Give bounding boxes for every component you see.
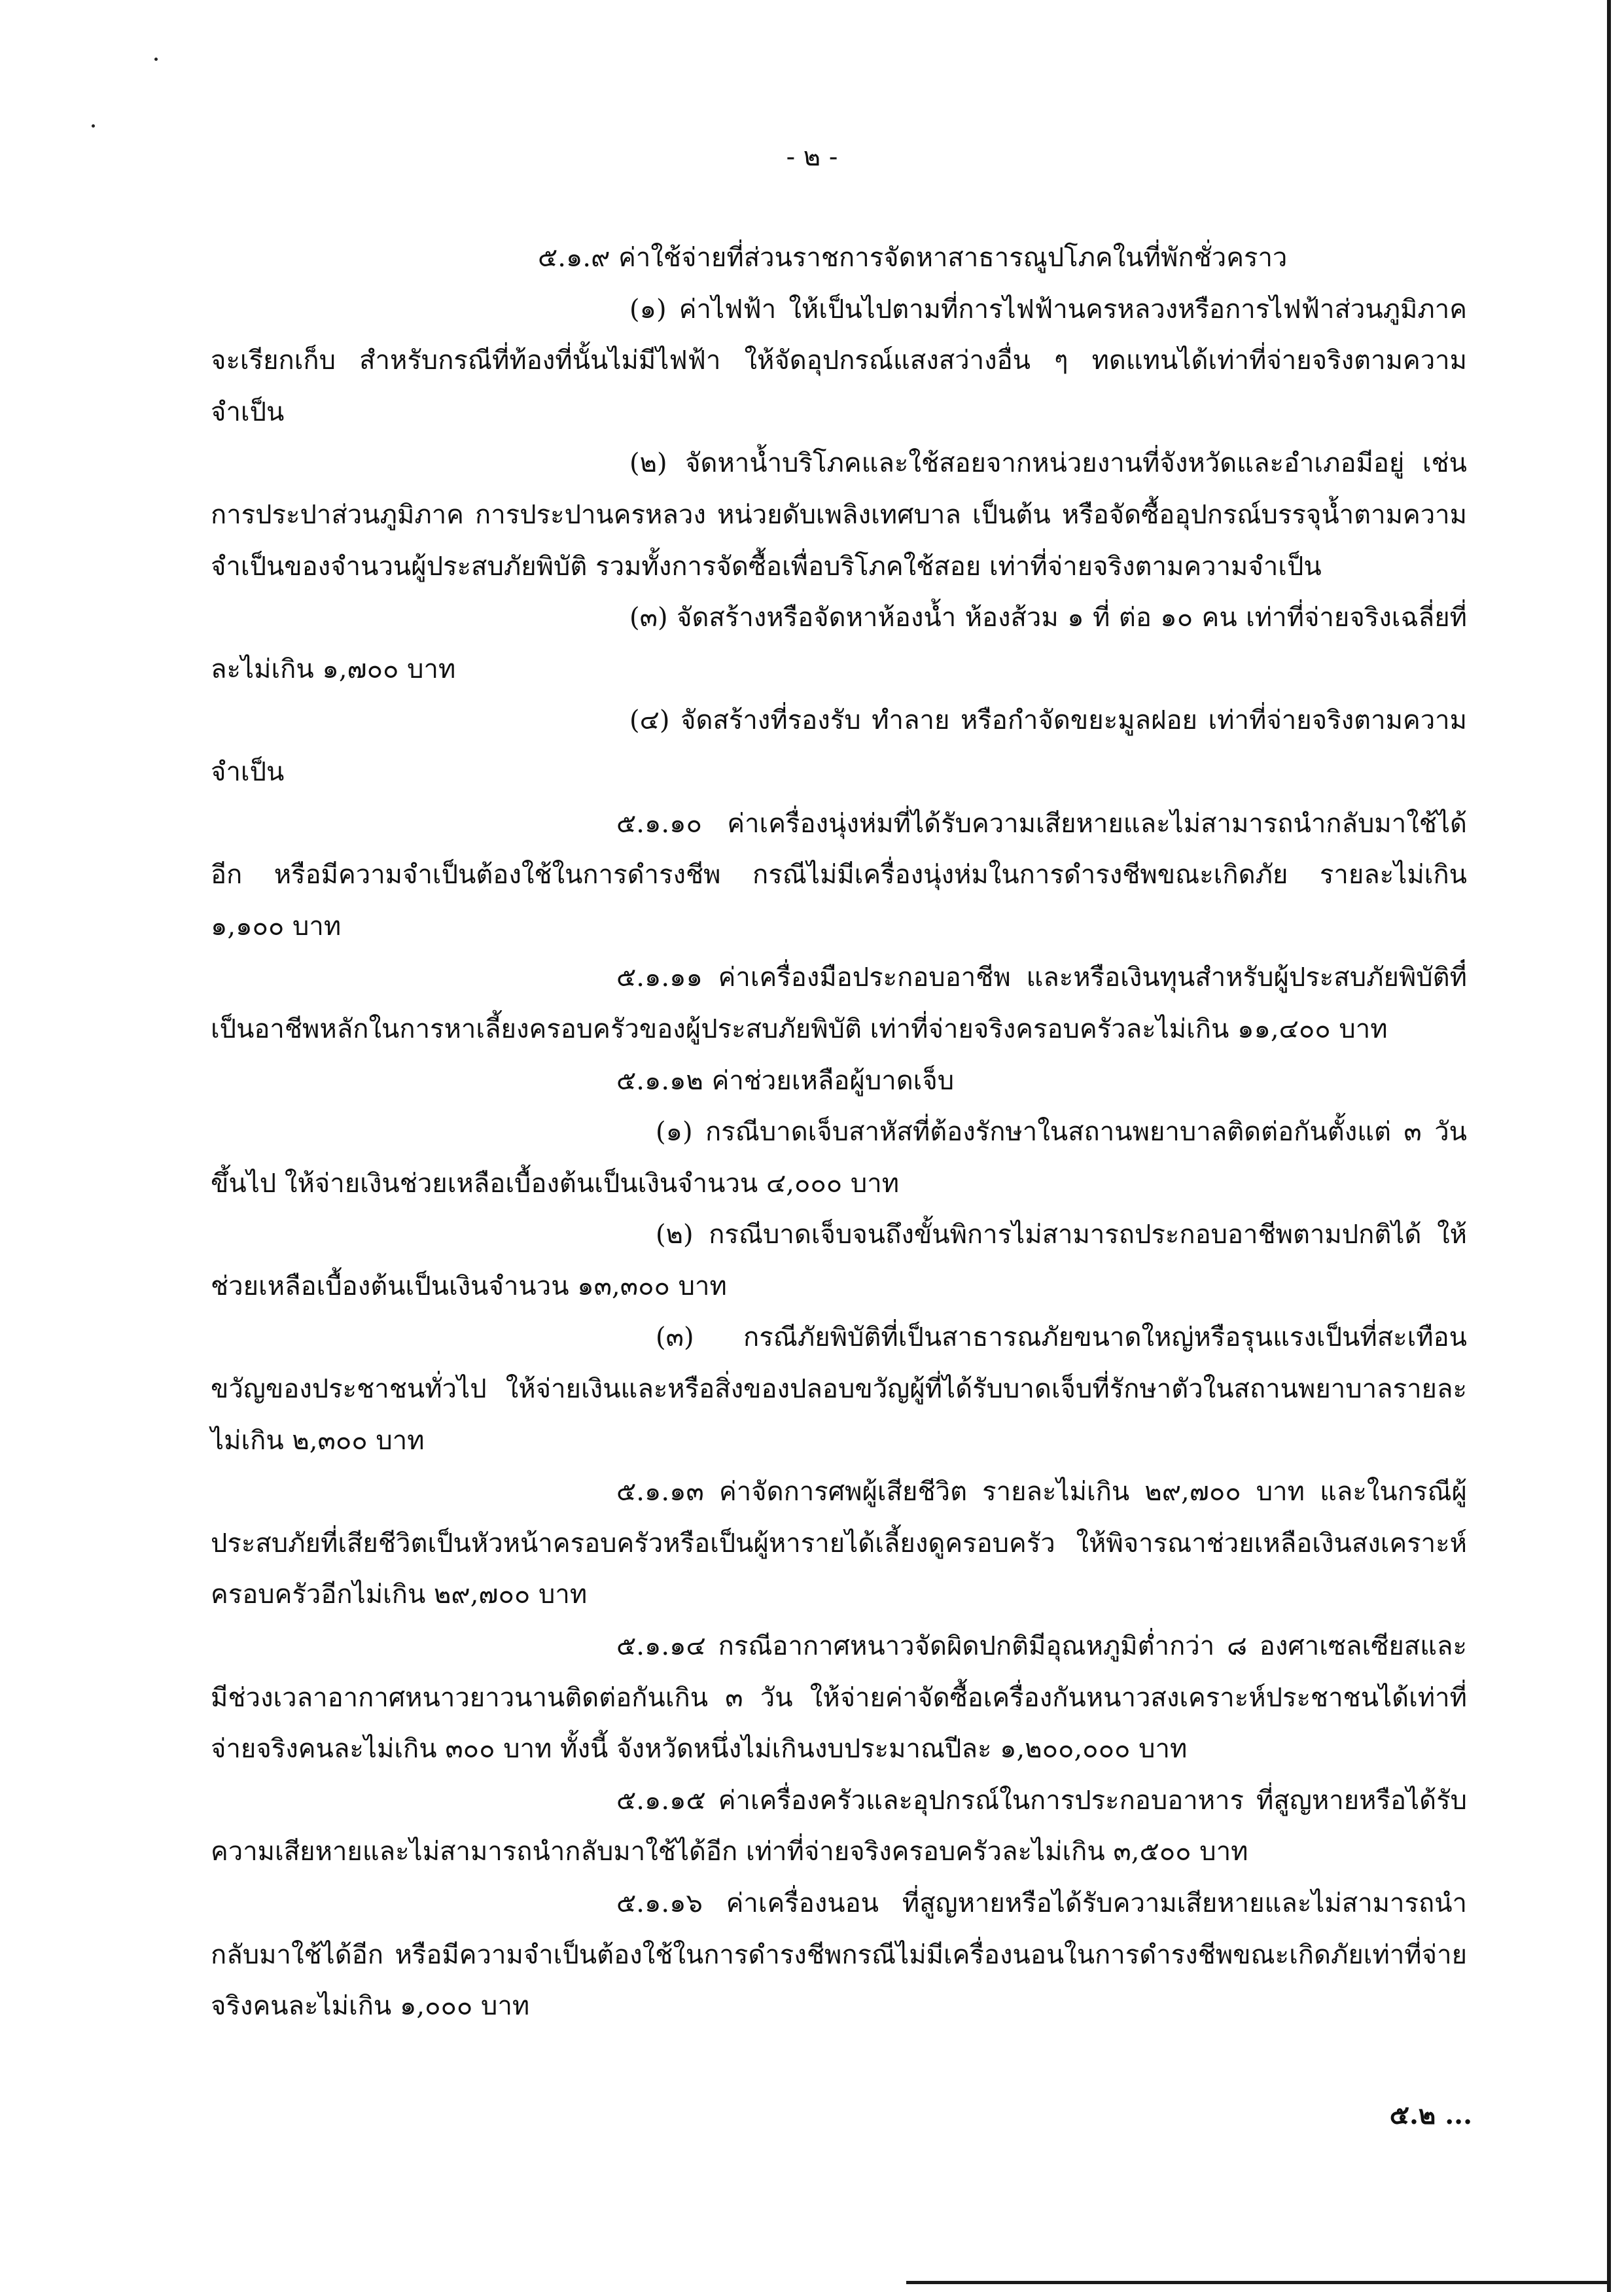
- paragraph-5-1-9: ๕.๑.๙ ค่าใช้จ่ายที่ส่วนราชการจัดหาสาธารณูปโภคในที่พักชั่วคราว: [538, 243, 1288, 273]
- continuation-marker: ๕.๒ ...: [1389, 2100, 1472, 2130]
- paragraph-5-1-9-2: (๒) จัดหาน้ำบริโภคและใช้สอยจากหน่วยงานที่จังหวัดและอำเภอมีอยู่ เช่น การประปาส่วนภูมิภาค การประปานครหลวง หน่วยดับเพลิงเทศบาล เป็นต้น หรือจัดซื้ออุปกรณ์บรรจุน้ำตามความจำเป็นของจำนวนผู้ประสบภัยพิบัติ รวมทั้งการจัดซื้อเพื่อบริโภคใช้สอย เท่าที่จ่ายจริงตามความจำเป็น: [211, 448, 1467, 582]
- paragraph-5-1-14: ๕.๑.๑๔ กรณีอากาศหนาวจัดผิดปกติมีอุณหภูมิต่ำกว่า ๘ องศาเซลเซียสและมีช่วงเวลาอากาศหนาวยาวนานติดต่อกันเกิน ๓ วัน ให้จ่ายค่าจัดซื้อเครื่องกันหนาวสงเคราะห์ประชาชนได้เท่าที่จ่ายจริงคนละไม่เกิน ๓๐๐ บาท ทั้งนี้ จังหวัดหนึ่งไม่เกินงบประมาณปีละ ๑,๒๐๐,๐๐๐ บาท: [211, 1631, 1467, 1765]
- scan-speck: [154, 58, 158, 61]
- paragraph-5-1-12: ๕.๑.๑๒ ค่าช่วยเหลือผู้บาดเจ็บ: [616, 1065, 955, 1096]
- paragraph-5-1-12-3: (๓) กรณีภัยพิบัติที่เป็นสาธารณภัยขนาดใหญ่หรือรุนแรงเป็นที่สะเทือนขวัญของประชาชนทั่วไป ให้จ่ายเงินและหรือสิ่งของปลอบขวัญผู้ที่ได้รับบาดเจ็บที่รักษาตัวในสถานพยาบาลรายละไม่เกิน ๒,๓๐๐ บาท: [211, 1322, 1467, 1456]
- paragraph-5-1-12-1: (๑) กรณีบาดเจ็บสาหัสที่ต้องรักษาในสถานพยาบาลติดต่อกันตั้งแต่ ๓ วันขึ้นไป ให้จ่ายเงินช่วยเหลือเบื้องต้นเป็นเงินจำนวน ๔,๐๐๐ บาท: [211, 1117, 1467, 1199]
- paragraph-5-1-9-4: (๔) จัดสร้างที่รองรับ ทำลาย หรือกำจัดขยะมูลฝอย เท่าที่จ่ายจริงตามความจำเป็น: [211, 705, 1467, 787]
- document-body: [211, 232, 1467, 2032]
- paragraph-5-1-12-2: (๒) กรณีบาดเจ็บจนถึงขั้นพิการไม่สามารถประกอบอาชีพตามปกติได้ ให้ช่วยเหลือเบื้องต้นเป็นเงินจำนวน ๑๓,๓๐๐ บาท: [211, 1220, 1467, 1301]
- paragraph-5-1-16: ๕.๑.๑๖ ค่าเครื่องนอน ที่สูญหายหรือได้รับความเสียหายและไม่สามารถนำกลับมาใช้ได้อีก หรือมีความจำเป็นต้องใช้ในการดำรงชีพกรณีไม่มีเครื่องนอนในการดำรงชีพขณะเกิดภัยเท่าที่จ่ายจริงคนละไม่เกิน ๑,๐๐๐ บาท: [211, 1888, 1467, 2022]
- scan-bottom-edge: [906, 2281, 1610, 2284]
- scan-right-edge: [1607, 0, 1611, 2292]
- paragraph-5-1-13: ๕.๑.๑๓ ค่าจัดการศพผู้เสียชีวิต รายละไม่เกิน ๒๙,๗๐๐ บาท และในกรณีผู้ประสบภัยที่เสียชีวิตเป็นหัวหน้าครอบครัวหรือเป็นผู้หารายได้เลี้ยงดูครอบครัว ให้พิจารณาช่วยเหลือเงินสงเคราะห์ครอบครัวอีกไม่เกิน ๒๙,๗๐๐ บาท: [211, 1477, 1467, 1610]
- page-number: - ๒ -: [786, 142, 838, 172]
- paragraph-5-1-10: ๕.๑.๑๐ ค่าเครื่องนุ่งห่มที่ได้รับความเสียหายและไม่สามารถนำกลับมาใช้ได้อีก หรือมีความจำเป็นต้องใช้ในการดำรงชีพ กรณีไม่มีเครื่องนุ่งห่มในการดำรงชีพขณะเกิดภัย รายละไม่เกิน ๑,๑๐๐ บาท: [211, 808, 1467, 942]
- scan-speck: [92, 124, 95, 128]
- paragraph-5-1-9-3: (๓) จัดสร้างหรือจัดหาห้องน้ำ ห้องส้วม ๑ ที่ ต่อ ๑๐ คน เท่าที่จ่ายจริงเฉลี่ยที่ละไม่เกิน ๑,๗๐๐ บาท: [211, 603, 1467, 684]
- paragraph-5-1-11: ๕.๑.๑๑ ค่าเครื่องมือประกอบอาชีพ และหรือเงินทุนสำหรับผู้ประสบภัยพิบัติที่เป็นอาชีพหลักในการหาเลี้ยงครอบครัวของผู้ประสบภัยพิบัติ เท่าที่จ่ายจริงครอบครัวละไม่เกิน ๑๑,๔๐๐ บาท: [211, 962, 1467, 1044]
- paragraph-5-1-15: ๕.๑.๑๕ ค่าเครื่องครัวและอุปกรณ์ในการประกอบอาหาร ที่สูญหายหรือได้รับความเสียหายและไม่สามารถนำกลับมาใช้ได้อีก เท่าที่จ่ายจริงครอบครัวละไม่เกิน ๓,๕๐๐ บาท: [211, 1785, 1467, 1867]
- paragraph-5-1-9-1: (๑) ค่าไฟฟ้า ให้เป็นไปตามที่การไฟฟ้านครหลวงหรือการไฟฟ้าส่วนภูมิภาคจะเรียกเก็บ สำหรับกรณีที่ท้องที่นั้นไม่มีไฟฟ้า ให้จัดอุปกรณ์แสงสว่างอื่น ๆ ทดแทนได้เท่าที่จ่ายจริงตามความจำเป็น: [211, 294, 1467, 427]
